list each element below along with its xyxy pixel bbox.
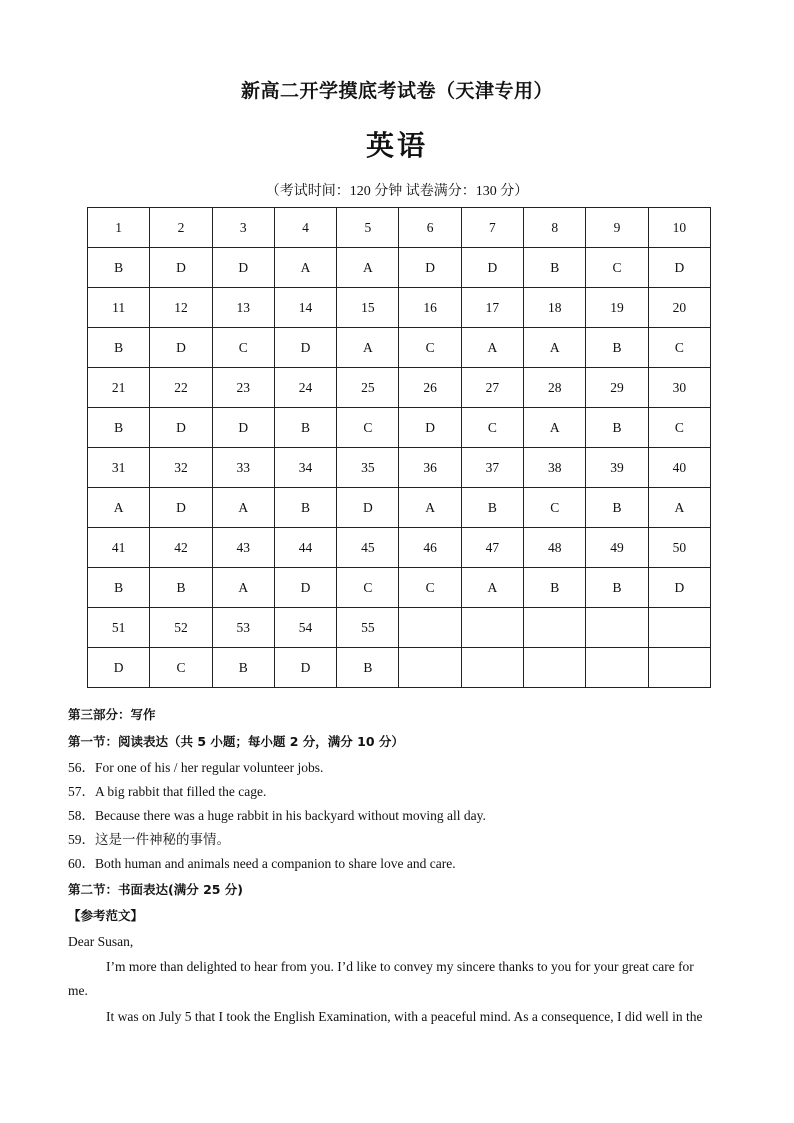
answer-cell: B (150, 568, 212, 608)
answer-cell: B (461, 488, 523, 528)
answer-cell: D (88, 648, 150, 688)
question-number-row (88, 608, 711, 648)
answer-cell: D (648, 248, 710, 288)
answer-57: 57．A big rabbit that filled the cage. (68, 784, 267, 799)
answer-cell: A (461, 568, 523, 608)
section2-heading: 第二节：书面表达(满分 25 分) (68, 882, 244, 897)
question-number-cell: 12 (150, 288, 212, 328)
section1-heading: 第一节：阅读表达（共 5 小题；每小题 2 分，满分 10 分） (68, 734, 404, 749)
question-number-cell: 51 (88, 608, 150, 648)
answer-cell: D (399, 408, 461, 448)
answer-cell: C (399, 328, 461, 368)
answer-cell: A (524, 328, 586, 368)
answer-cell: D (648, 568, 710, 608)
answer-row (88, 248, 711, 288)
subject-title: 英语 (365, 129, 428, 162)
question-number-cell: 25 (337, 368, 399, 408)
question-number-cell: 42 (150, 528, 212, 568)
question-number-cell: 7 (461, 208, 523, 248)
question-number-cell: 43 (212, 528, 274, 568)
answer-cell: D (337, 488, 399, 528)
part3-heading: 第三部分：写作 (68, 707, 156, 722)
question-number-cell: 18 (524, 288, 586, 328)
question-number-cell: 29 (586, 368, 648, 408)
answer-cell: B (88, 568, 150, 608)
exam-info: （考试时间：120 分钟 试卷满分：130 分） (265, 184, 529, 199)
answer-58: 58．Because there was a huge rabbit in his backyard without moving all day. (68, 808, 486, 823)
answer-cell: A (648, 488, 710, 528)
answer-cell: D (274, 568, 336, 608)
question-number-row (88, 208, 711, 248)
answer-cell: D (461, 248, 523, 288)
answer-cell (648, 648, 710, 688)
answer-cell: D (150, 408, 212, 448)
answer-cell: C (586, 248, 648, 288)
answer-cell: D (212, 248, 274, 288)
answer-row (88, 648, 711, 688)
answer-cell: C (212, 328, 274, 368)
answer-cell: A (399, 488, 461, 528)
question-number-cell: 27 (461, 368, 523, 408)
question-number-cell: 24 (274, 368, 336, 408)
answer-cell: A (461, 328, 523, 368)
question-number-cell: 15 (337, 288, 399, 328)
question-number-cell: 10 (648, 208, 710, 248)
question-number-cell: 37 (461, 448, 523, 488)
paragraph-2-line-1: It was on July 5 that I took the English Examination, with a peaceful mind. As a consequence, I did well in the (106, 1009, 703, 1024)
answer-table (87, 207, 711, 688)
question-number-cell: 36 (399, 448, 461, 488)
answer-row (88, 568, 711, 608)
question-number-cell: 2 (150, 208, 212, 248)
answer-cell: B (337, 648, 399, 688)
answer-cell: D (150, 248, 212, 288)
answer-56: 56．For one of his / her regular volunteer jobs. (68, 760, 324, 775)
answer-row (88, 408, 711, 448)
answer-cell: A (337, 328, 399, 368)
answer-cell: D (150, 488, 212, 528)
sample-label: 【参考范文】 (68, 908, 144, 923)
answer-cell (586, 648, 648, 688)
question-number-cell: 54 (274, 608, 336, 648)
question-number-cell: 21 (88, 368, 150, 408)
question-number-cell: 33 (212, 448, 274, 488)
question-number-cell: 45 (337, 528, 399, 568)
answer-cell: C (648, 408, 710, 448)
answer-cell: C (648, 328, 710, 368)
answer-cell: B (88, 328, 150, 368)
question-number-cell: 26 (399, 368, 461, 408)
question-number-cell (461, 608, 523, 648)
answer-cell: A (337, 248, 399, 288)
answer-cell (524, 648, 586, 688)
answer-cell: B (586, 328, 648, 368)
answer-cell: B (524, 568, 586, 608)
answer-cell: B (88, 248, 150, 288)
question-number-cell: 52 (150, 608, 212, 648)
question-number-cell: 23 (212, 368, 274, 408)
paragraph-1-line-2: me. (68, 983, 88, 998)
answer-cell: A (274, 248, 336, 288)
answer-cell: C (399, 568, 461, 608)
question-number-cell: 13 (212, 288, 274, 328)
question-number-cell: 46 (399, 528, 461, 568)
question-number-cell: 22 (150, 368, 212, 408)
answer-cell: B (212, 648, 274, 688)
question-number-cell: 53 (212, 608, 274, 648)
question-number-cell: 35 (337, 448, 399, 488)
answer-cell: D (212, 408, 274, 448)
question-number-cell: 34 (274, 448, 336, 488)
salutation: Dear Susan, (68, 934, 134, 949)
answer-row (88, 328, 711, 368)
answer-cell: C (461, 408, 523, 448)
answer-cell: D (274, 648, 336, 688)
paragraph-1-line-1: I’m more than delighted to hear from you. I’d like to convey my sincere thanks to you for your great care for (106, 959, 694, 974)
question-number-cell: 50 (648, 528, 710, 568)
answer-cell: A (88, 488, 150, 528)
answer-cell: A (212, 568, 274, 608)
answer-cell: B (524, 248, 586, 288)
question-number-cell: 5 (337, 208, 399, 248)
answer-cell: D (399, 248, 461, 288)
answer-cell: B (586, 488, 648, 528)
question-number-cell: 1 (88, 208, 150, 248)
question-number-cell (648, 608, 710, 648)
question-number-cell: 19 (586, 288, 648, 328)
answer-cell: B (586, 408, 648, 448)
question-number-cell (399, 608, 461, 648)
part3-section (68, 705, 738, 1027)
question-number-row (88, 368, 711, 408)
question-number-cell: 44 (274, 528, 336, 568)
answer-cell: B (586, 568, 648, 608)
answer-cell: B (274, 488, 336, 528)
question-number-cell: 28 (524, 368, 586, 408)
answer-row (88, 488, 711, 528)
question-number-cell: 48 (524, 528, 586, 568)
answer-cell: C (150, 648, 212, 688)
question-number-cell (586, 608, 648, 648)
question-number-cell: 47 (461, 528, 523, 568)
question-number-cell: 55 (337, 608, 399, 648)
question-number-row (88, 528, 711, 568)
question-number-row (88, 448, 711, 488)
question-number-cell: 32 (150, 448, 212, 488)
question-number-cell: 41 (88, 528, 150, 568)
question-number-cell: 11 (88, 288, 150, 328)
exam-title: 新高二开学摸底考试卷（天津专用） (240, 80, 553, 102)
question-number-cell: 8 (524, 208, 586, 248)
answer-cell: A (212, 488, 274, 528)
question-number-cell: 49 (586, 528, 648, 568)
question-number-cell: 30 (648, 368, 710, 408)
question-number-cell: 17 (461, 288, 523, 328)
answer-cell: C (524, 488, 586, 528)
answer-cell (461, 648, 523, 688)
answer-cell (399, 648, 461, 688)
question-number-cell: 9 (586, 208, 648, 248)
question-number-cell: 16 (399, 288, 461, 328)
question-number-cell: 4 (274, 208, 336, 248)
question-number-cell: 40 (648, 448, 710, 488)
answer-cell: A (524, 408, 586, 448)
question-number-cell: 3 (212, 208, 274, 248)
answer-cell: C (337, 408, 399, 448)
question-number-cell (524, 608, 586, 648)
question-number-cell: 20 (648, 288, 710, 328)
answer-cell: D (150, 328, 212, 368)
question-number-cell: 6 (399, 208, 461, 248)
question-number-cell: 38 (524, 448, 586, 488)
question-number-cell: 14 (274, 288, 336, 328)
answer-59: 59．这是一件神秘的事情。 (68, 832, 230, 847)
question-number-cell: 39 (586, 448, 648, 488)
answer-60: 60．Both human and animals need a companion to share love and care. (68, 856, 456, 871)
answer-cell: D (274, 328, 336, 368)
answer-cell: B (88, 408, 150, 448)
question-number-row (88, 288, 711, 328)
answer-cell: B (274, 408, 336, 448)
question-number-cell: 31 (88, 448, 150, 488)
answer-cell: C (337, 568, 399, 608)
